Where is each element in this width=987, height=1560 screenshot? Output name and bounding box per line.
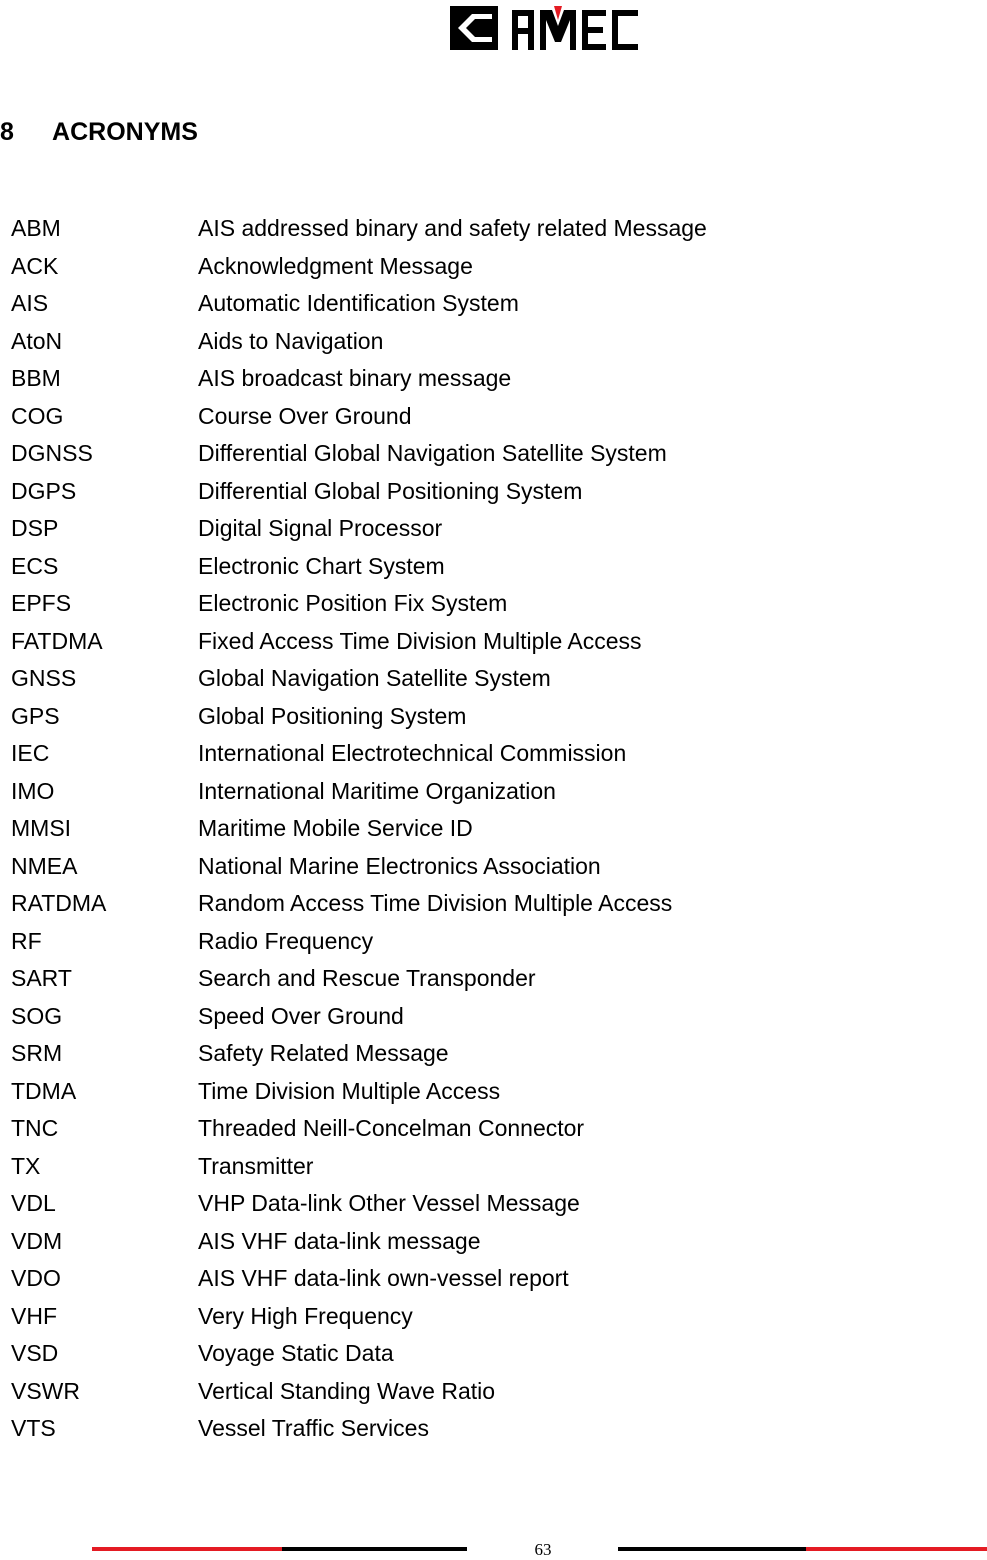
acronym-abbreviation: VSD xyxy=(11,1340,59,1366)
acronym-abbreviation: GNSS xyxy=(11,665,77,691)
footer-rule-left-black xyxy=(282,1547,467,1551)
acronym-abbreviation: AtoN xyxy=(11,327,63,354)
acronym-abbreviation: AIS xyxy=(11,290,49,316)
acronym-row xyxy=(11,1373,951,1411)
acronym-definition: Random Access Time Division Multiple Access xyxy=(198,890,673,916)
section-number: 8 xyxy=(0,118,14,146)
acronym-abbreviation: NMEA xyxy=(11,852,78,879)
acronym-list xyxy=(11,210,951,1448)
acronym-abbreviation: MMSI xyxy=(11,815,72,841)
acronym-row xyxy=(11,960,951,998)
section-title: ACRONYMS xyxy=(52,118,198,146)
acronym-row xyxy=(11,1223,951,1261)
acronym-abbreviation: ECS xyxy=(11,552,59,579)
acronym-row xyxy=(11,1260,951,1298)
acronym-definition: AIS broadcast binary message xyxy=(198,365,512,391)
acronym-definition: Electronic Position Fix System xyxy=(198,590,508,616)
acronym-row xyxy=(11,1110,951,1148)
acronym-row xyxy=(11,435,951,473)
acronym-row xyxy=(11,1035,951,1073)
acronym-row xyxy=(11,698,951,736)
acronym-definition: Course Over Ground xyxy=(198,402,412,429)
acronym-row xyxy=(11,323,951,361)
acronym-row xyxy=(11,248,951,286)
acronym-row xyxy=(11,1298,951,1336)
acronym-row xyxy=(11,548,951,586)
acronym-row xyxy=(11,923,951,961)
acronym-row xyxy=(11,885,951,923)
acronym-definition: AIS VHF data-link own-vessel report xyxy=(198,1265,569,1291)
acronym-row xyxy=(11,585,951,623)
acronym-row xyxy=(11,735,951,773)
acronym-definition: Digital Signal Processor xyxy=(198,515,443,541)
acronym-abbreviation: VDM xyxy=(11,1227,63,1254)
acronym-row xyxy=(11,773,951,811)
acronym-definition: Vertical Standing Wave Ratio xyxy=(198,1377,496,1404)
acronym-abbreviation: VDL xyxy=(11,1190,56,1216)
acronym-row xyxy=(11,1073,951,1111)
acronym-row xyxy=(11,285,951,323)
acronym-abbreviation: DSP xyxy=(11,515,59,541)
acronym-definition: Maritime Mobile Service ID xyxy=(198,815,473,841)
acronym-abbreviation: TNC xyxy=(11,1115,59,1141)
acronym-definition: Differential Global Positioning System xyxy=(198,477,583,504)
acronym-definition: VHP Data-link Other Vessel Message xyxy=(198,1190,580,1216)
acronym-definition: International Electrotechnical Commission xyxy=(198,740,627,766)
acronym-abbreviation: SOG xyxy=(11,1002,63,1029)
acronym-abbreviation: EPFS xyxy=(11,590,72,616)
acronym-row xyxy=(11,1335,951,1373)
acronym-row xyxy=(11,1148,951,1186)
acronym-definition: Voyage Static Data xyxy=(198,1340,394,1366)
acronym-definition: Threaded Neill-Concelman Connector xyxy=(198,1115,585,1141)
acronym-row xyxy=(11,810,951,848)
acronym-abbreviation: DGNSS xyxy=(11,440,93,466)
acronym-definition: National Marine Electronics Association xyxy=(198,852,601,879)
acronym-definition: Speed Over Ground xyxy=(198,1002,404,1029)
acronym-abbreviation: VHF xyxy=(11,1302,57,1329)
acronym-definition: Search and Rescue Transponder xyxy=(198,965,536,991)
acronym-abbreviation: VTS xyxy=(11,1415,56,1441)
acronym-abbreviation: IMO xyxy=(11,777,55,804)
acronym-abbreviation: ACK xyxy=(11,252,59,279)
acronym-row xyxy=(11,398,951,436)
acronym-definition: Fixed Access Time Division Multiple Access xyxy=(198,627,642,654)
acronym-definition: Transmitter xyxy=(198,1152,314,1179)
acronym-definition: Safety Related Message xyxy=(198,1040,449,1066)
acronym-row xyxy=(11,998,951,1036)
acronym-row xyxy=(11,473,951,511)
acronym-row xyxy=(11,660,951,698)
acronym-definition: International Maritime Organization xyxy=(198,777,556,804)
acronym-abbreviation: RATDMA xyxy=(11,890,107,916)
acronym-definition: Time Division Multiple Access xyxy=(198,1077,501,1104)
acronym-abbreviation: SRM xyxy=(11,1040,63,1066)
acronym-abbreviation: IEC xyxy=(11,740,50,766)
acronym-abbreviation: DGPS xyxy=(11,477,77,504)
footer-rule-right-red xyxy=(806,1547,987,1551)
page-number: 63 xyxy=(534,1540,552,1559)
footer-rule-right-black xyxy=(618,1547,806,1551)
acronym-abbreviation: SART xyxy=(11,965,72,991)
acronym-row xyxy=(11,848,951,886)
acronym-row xyxy=(11,623,951,661)
acronym-definition: Acknowledgment Message xyxy=(198,252,473,279)
acronym-abbreviation: ABM xyxy=(11,215,61,241)
acronym-abbreviation: TX xyxy=(11,1152,41,1179)
acronym-abbreviation: COG xyxy=(11,402,64,429)
acronym-abbreviation: RF xyxy=(11,927,42,954)
acronym-abbreviation: VDO xyxy=(11,1265,61,1291)
acronym-definition: Differential Global Navigation Satellite System xyxy=(198,440,667,466)
acronym-row xyxy=(11,360,951,398)
acronym-row xyxy=(11,1185,951,1223)
acronym-definition: Radio Frequency xyxy=(198,927,374,954)
acronym-definition: Very High Frequency xyxy=(198,1302,413,1329)
section-heading xyxy=(0,118,198,154)
acronym-definition: Automatic Identification System xyxy=(198,290,519,316)
acronym-definition: Aids to Navigation xyxy=(198,327,384,354)
acronym-abbreviation: FATDMA xyxy=(11,627,103,654)
acronym-definition: Vessel Traffic Services xyxy=(198,1415,429,1441)
acronym-definition: AIS VHF data-link message xyxy=(198,1227,481,1254)
acronym-abbreviation: TDMA xyxy=(11,1077,77,1104)
acronym-definition: AIS addressed binary and safety related Message xyxy=(198,215,707,241)
acronym-abbreviation: BBM xyxy=(11,365,61,391)
acronym-definition: Global Positioning System xyxy=(198,702,467,729)
amec-logo xyxy=(448,2,640,54)
acronym-row xyxy=(11,1410,951,1448)
acronym-abbreviation: GPS xyxy=(11,702,60,729)
footer-rule-left-red xyxy=(92,1547,282,1551)
acronym-row xyxy=(11,510,951,548)
acronym-abbreviation: VSWR xyxy=(11,1377,80,1404)
acronym-definition: Global Navigation Satellite System xyxy=(198,665,551,691)
acronym-definition: Electronic Chart System xyxy=(198,552,445,579)
acronym-row xyxy=(11,210,951,248)
